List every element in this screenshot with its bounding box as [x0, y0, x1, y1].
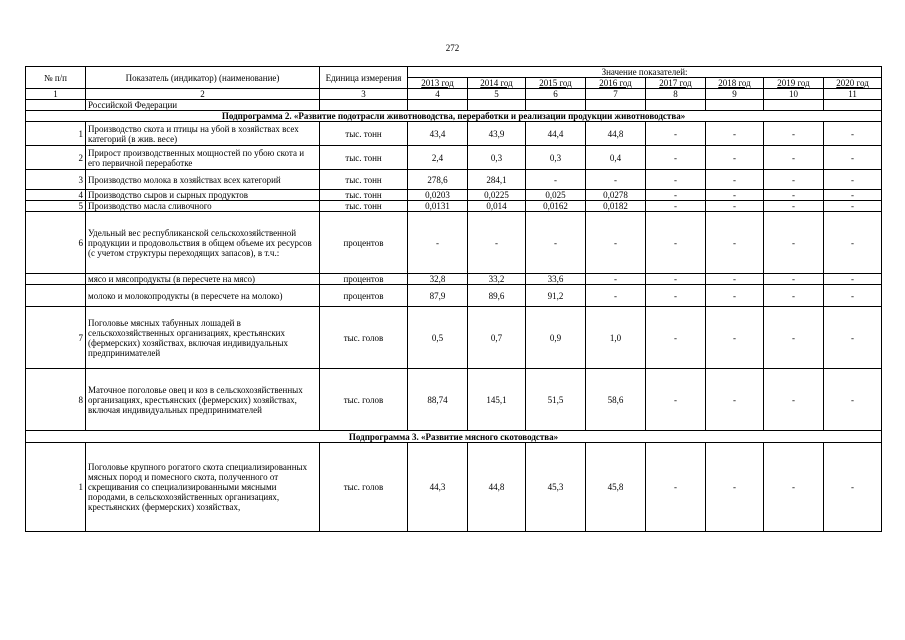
row-number	[26, 285, 86, 307]
col-number: 8	[646, 89, 706, 100]
value-cell: -	[824, 201, 882, 212]
col-number: 3	[320, 89, 408, 100]
unit-cell: тыс. тонн	[320, 201, 408, 212]
value-cell: 43,4	[408, 122, 468, 146]
value-cell: -	[468, 212, 526, 274]
unit-cell: процентов	[320, 274, 408, 285]
table-row	[26, 201, 882, 212]
table-row	[26, 285, 882, 307]
value-cell: 44,4	[526, 122, 586, 146]
page-number: 272	[445, 43, 460, 53]
unit-cell: тыс. тонн	[320, 122, 408, 146]
row-number: 1	[26, 122, 86, 146]
value-cell: -	[764, 212, 824, 274]
value-cell: -	[764, 170, 824, 190]
value-cell: 0,0182	[586, 201, 646, 212]
value-cell: -	[586, 274, 646, 285]
value-cell: 33,6	[526, 274, 586, 285]
header-year: 2013 год	[408, 78, 468, 89]
value-cell: -	[824, 307, 882, 369]
col-number: 5	[468, 89, 526, 100]
value-cell: -	[706, 212, 764, 274]
value-cell: -	[706, 201, 764, 212]
value-cell: -	[824, 212, 882, 274]
header-indicator: Показатель (индикатор) (наименование)	[86, 67, 320, 89]
empty-cell	[408, 100, 468, 111]
col-number: 10	[764, 89, 824, 100]
value-cell: -	[824, 443, 882, 532]
row-number: 1	[26, 443, 86, 532]
value-cell: -	[764, 369, 824, 431]
indicator-name: Поголовье крупного рогатого скота специализированных мясных пород и помесного скота, полученного от скрещивания со специализированными мясными породами, в сельскохозяйственных организациях, крестьянских (фермерских) хозяйствах,	[86, 443, 320, 532]
indicator-name: Прирост производственных мощностей по убою скота и его первичной переработке	[86, 146, 320, 170]
unit-cell: процентов	[320, 285, 408, 307]
indicator-name: Удельный вес республиканской сельскохозяйственной продукции и продовольствия в общем объеме их ресурсов (с учетом структуры переходящих запасов), в т.ч.:	[86, 212, 320, 274]
value-cell: -	[824, 285, 882, 307]
value-cell: 45,3	[526, 443, 586, 532]
value-cell: 51,5	[526, 369, 586, 431]
value-cell: 0,014	[468, 201, 526, 212]
value-cell: -	[764, 122, 824, 146]
value-cell: -	[764, 146, 824, 170]
col-number: 4	[408, 89, 468, 100]
row-number: 4	[26, 190, 86, 201]
value-cell: -	[408, 212, 468, 274]
value-cell: -	[526, 212, 586, 274]
value-cell: 44,8	[586, 122, 646, 146]
value-cell: 45,8	[586, 443, 646, 532]
table-row	[26, 443, 882, 532]
unit-cell: тыс. голов	[320, 369, 408, 431]
subprogram-2-heading: Подпрограмма 2. «Развитие подотрасли животноводства, переработки и реализации продукции животноводства»	[26, 111, 882, 122]
col-number: 7	[586, 89, 646, 100]
indicator-name: Производство скота и птицы на убой в хозяйствах всех категорий (в жив. весе)	[86, 122, 320, 146]
table-row	[26, 122, 882, 146]
indicator-name: Маточное поголовье овец и коз в сельскохозяйственных организациях, крестьянских (фермерских) хозяйствах, включая индивидуальных предпринимателей	[86, 369, 320, 431]
value-cell: 2,4	[408, 146, 468, 170]
value-cell: -	[764, 307, 824, 369]
empty-cell	[824, 100, 882, 111]
continuation-num-cell	[26, 100, 86, 111]
table-row	[26, 146, 882, 170]
value-cell: 0,4	[586, 146, 646, 170]
continuation-text: Российской Федерации	[86, 100, 320, 111]
header-year: 2014 год	[468, 78, 526, 89]
unit-cell: тыс. тонн	[320, 190, 408, 201]
header-year: 2016 год	[586, 78, 646, 89]
value-cell: -	[586, 170, 646, 190]
table-row	[26, 307, 882, 369]
value-cell: -	[764, 285, 824, 307]
value-cell: -	[586, 285, 646, 307]
value-cell: -	[706, 443, 764, 532]
value-cell: 0,0131	[408, 201, 468, 212]
value-cell: 145,1	[468, 369, 526, 431]
value-cell: 88,74	[408, 369, 468, 431]
value-cell: 32,8	[408, 274, 468, 285]
row-number: 8	[26, 369, 86, 431]
value-cell: 0,3	[526, 146, 586, 170]
header-year: 2018 год	[706, 78, 764, 89]
value-cell: -	[646, 170, 706, 190]
value-cell: 44,3	[408, 443, 468, 532]
value-cell: 87,9	[408, 285, 468, 307]
value-cell: 284,1	[468, 170, 526, 190]
value-cell: 0,0203	[408, 190, 468, 201]
value-cell: -	[646, 146, 706, 170]
value-cell: 0,0225	[468, 190, 526, 201]
table-row	[26, 212, 882, 274]
header-year: 2020 год	[824, 78, 882, 89]
empty-cell	[706, 100, 764, 111]
indicator-name: молоко и молокопродукты (в пересчете на молоко)	[86, 285, 320, 307]
indicators-table	[25, 66, 882, 532]
value-cell: -	[646, 190, 706, 201]
value-cell: 0,3	[468, 146, 526, 170]
value-cell: -	[706, 285, 764, 307]
table-row	[26, 170, 882, 190]
value-cell: 43,9	[468, 122, 526, 146]
value-cell: 33,2	[468, 274, 526, 285]
row-number: 5	[26, 201, 86, 212]
table-row	[26, 369, 882, 431]
value-cell: -	[706, 274, 764, 285]
indicator-name: Производство сыров и сырных продуктов	[86, 190, 320, 201]
value-cell: -	[824, 190, 882, 201]
value-cell: -	[646, 274, 706, 285]
value-cell: 0,0162	[526, 201, 586, 212]
value-cell: 44,8	[468, 443, 526, 532]
row-number: 7	[26, 307, 86, 369]
indicator-name: Производство молока в хозяйствах всех категорий	[86, 170, 320, 190]
empty-cell	[586, 100, 646, 111]
subprogram-3-heading: Подпрограмма 3. «Развитие мясного скотоводства»	[26, 431, 882, 443]
row-number: 6	[26, 212, 86, 274]
header-year: 2019 год	[764, 78, 824, 89]
value-cell: -	[586, 212, 646, 274]
value-cell: 1,0	[586, 307, 646, 369]
unit-cell: процентов	[320, 212, 408, 274]
value-cell: -	[706, 146, 764, 170]
value-cell: -	[706, 170, 764, 190]
value-cell: 0,025	[526, 190, 586, 201]
value-cell: -	[824, 122, 882, 146]
indicator-name: Поголовье мясных табунных лошадей в сельскохозяйственных организациях, крестьянских (фермерских) хозяйствах, включая индивидуальных предпринимателей	[86, 307, 320, 369]
col-number: 2	[86, 89, 320, 100]
value-cell: -	[646, 201, 706, 212]
value-cell: -	[824, 274, 882, 285]
value-cell: -	[824, 369, 882, 431]
empty-cell	[646, 100, 706, 111]
value-cell: 89,6	[468, 285, 526, 307]
value-cell: -	[706, 369, 764, 431]
value-cell: -	[764, 274, 824, 285]
table-row	[26, 190, 882, 201]
value-cell: -	[646, 307, 706, 369]
table-row	[26, 274, 882, 285]
unit-cell: тыс. тонн	[320, 170, 408, 190]
value-cell: -	[764, 443, 824, 532]
empty-cell	[320, 100, 408, 111]
header-values: Значение показателей:	[408, 67, 882, 78]
value-cell: -	[526, 170, 586, 190]
unit-cell: тыс. голов	[320, 307, 408, 369]
indicator-name: мясо и мясопродукты (в пересчете на мясо)	[86, 274, 320, 285]
value-cell: 0,0278	[586, 190, 646, 201]
value-cell: 58,6	[586, 369, 646, 431]
empty-cell	[526, 100, 586, 111]
value-cell: -	[646, 369, 706, 431]
header-num: № п/п	[26, 67, 86, 89]
value-cell: 0,9	[526, 307, 586, 369]
value-cell: -	[646, 212, 706, 274]
value-cell: -	[706, 122, 764, 146]
value-cell: 0,5	[408, 307, 468, 369]
value-cell: -	[646, 285, 706, 307]
empty-cell	[468, 100, 526, 111]
row-number: 2	[26, 146, 86, 170]
unit-cell: тыс. тонн	[320, 146, 408, 170]
value-cell: -	[764, 201, 824, 212]
header-year: 2017 год	[646, 78, 706, 89]
col-number: 1	[26, 89, 86, 100]
col-number: 11	[824, 89, 882, 100]
value-cell: 91,2	[526, 285, 586, 307]
value-cell: -	[706, 190, 764, 201]
value-cell: 278,6	[408, 170, 468, 190]
col-number: 9	[706, 89, 764, 100]
unit-cell: тыс. голов	[320, 443, 408, 532]
value-cell: 0,7	[468, 307, 526, 369]
value-cell: -	[764, 190, 824, 201]
value-cell: -	[824, 146, 882, 170]
row-number: 3	[26, 170, 86, 190]
indicator-name: Производство масла сливочного	[86, 201, 320, 212]
value-cell: -	[646, 443, 706, 532]
header-unit: Единица измерения	[320, 67, 408, 89]
value-cell: -	[646, 122, 706, 146]
value-cell: -	[706, 307, 764, 369]
header-year: 2015 год	[526, 78, 586, 89]
row-number	[26, 274, 86, 285]
value-cell: -	[824, 170, 882, 190]
empty-cell	[764, 100, 824, 111]
col-number: 6	[526, 89, 586, 100]
